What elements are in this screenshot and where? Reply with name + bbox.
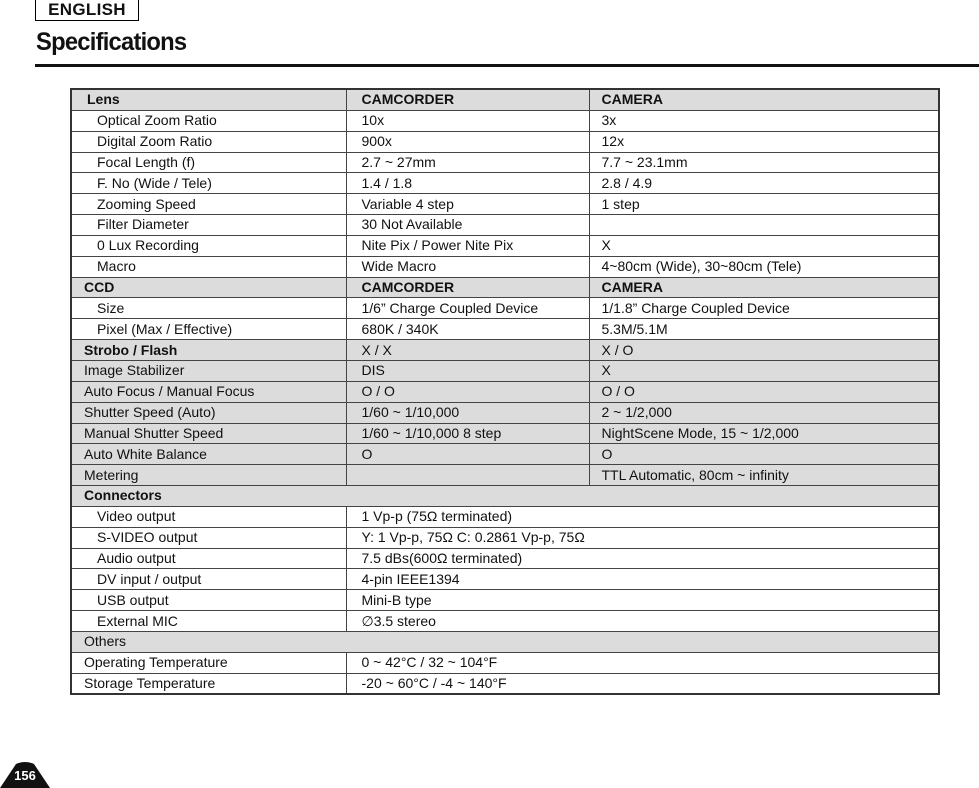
specifications-table xyxy=(70,88,940,695)
table-cell: Auto White Balance xyxy=(71,444,346,465)
table-row xyxy=(71,319,939,340)
table-row xyxy=(71,652,939,673)
table-cell: O / O xyxy=(589,381,939,402)
table-cell: Audio output xyxy=(71,548,346,569)
table-cell: O xyxy=(589,444,939,465)
section-row xyxy=(71,340,939,361)
section-row xyxy=(71,631,939,652)
table-row xyxy=(71,611,939,632)
table-cell: O / O xyxy=(346,381,589,402)
table-cell: 7.5 dBs(600Ω terminated) xyxy=(346,548,939,569)
table-cell: 3x xyxy=(589,110,939,131)
table-cell: CAMERA xyxy=(589,89,939,110)
table-cell: DIS xyxy=(346,360,589,381)
specifications-table-body xyxy=(71,89,939,694)
table-cell: 7.7 ~ 23.1mm xyxy=(589,152,939,173)
table-cell: 5.3M/5.1M xyxy=(589,319,939,340)
table-cell: NightScene Mode, 15 ~ 1/2,000 xyxy=(589,423,939,444)
table-cell: X xyxy=(589,235,939,256)
table-cell: X / O xyxy=(589,340,939,361)
table-cell: Digital Zoom Ratio xyxy=(71,131,346,152)
table-row xyxy=(71,673,939,694)
table-cell: 2 ~ 1/2,000 xyxy=(589,402,939,423)
table-cell: S-VIDEO output xyxy=(71,527,346,548)
table-row xyxy=(71,527,939,548)
table-row xyxy=(71,131,939,152)
table-cell: ∅3.5 stereo xyxy=(346,611,939,632)
table-cell: External MIC xyxy=(71,611,346,632)
table-cell: CAMCORDER xyxy=(346,277,589,298)
table-cell: 900x xyxy=(346,131,589,152)
table-cell: 1.4 / 1.8 xyxy=(346,173,589,194)
table-cell: Y: 1 Vp-p, 75Ω C: 0.2861 Vp-p, 75Ω xyxy=(346,527,939,548)
table-cell: Macro xyxy=(71,256,346,277)
section-row xyxy=(71,444,939,465)
table-cell: 30 Not Available xyxy=(346,215,589,236)
table-cell: X / X xyxy=(346,340,589,361)
table-cell: Auto Focus / Manual Focus xyxy=(71,381,346,402)
table-cell: X xyxy=(589,360,939,381)
table-cell: 0 Lux Recording xyxy=(71,235,346,256)
title-rule xyxy=(35,64,979,67)
section-row xyxy=(71,423,939,444)
table-row xyxy=(71,256,939,277)
section-row xyxy=(71,277,939,298)
table-cell: 2.7 ~ 27mm xyxy=(346,152,589,173)
table-cell: USB output xyxy=(71,590,346,611)
table-cell: -20 ~ 60°C / -4 ~ 140°F xyxy=(346,673,939,694)
table-cell: 12x xyxy=(589,131,939,152)
table-cell: 680K / 340K xyxy=(346,319,589,340)
section-row xyxy=(71,89,939,110)
table-row xyxy=(71,506,939,527)
table-cell: 1/60 ~ 1/10,000 8 step xyxy=(346,423,589,444)
table-cell: 1/1.8” Charge Coupled Device xyxy=(589,298,939,319)
table-cell: Operating Temperature xyxy=(71,652,346,673)
table-cell: CAMERA xyxy=(589,277,939,298)
table-cell: Focal Length (f) xyxy=(71,152,346,173)
table-row xyxy=(71,173,939,194)
table-cell: Filter Diameter xyxy=(71,215,346,236)
language-badge: ENGLISH xyxy=(35,0,139,21)
table-cell: Mini-B type xyxy=(346,590,939,611)
table-cell: TTL Automatic, 80cm ~ infinity xyxy=(589,465,939,486)
table-cell: Optical Zoom Ratio xyxy=(71,110,346,131)
table-cell: Wide Macro xyxy=(346,256,589,277)
table-cell: Zooming Speed xyxy=(71,194,346,215)
page-title: Specifications xyxy=(36,28,187,56)
table-cell: Storage Temperature xyxy=(71,673,346,694)
table-cell: Lens xyxy=(71,89,346,110)
table-cell: Others xyxy=(71,631,939,652)
page-number-badge xyxy=(0,760,50,788)
section-row xyxy=(71,486,939,507)
table-cell: Metering xyxy=(71,465,346,486)
section-row xyxy=(71,402,939,423)
table-row xyxy=(71,298,939,319)
table-cell: Strobo / Flash xyxy=(71,340,346,361)
table-cell xyxy=(346,465,589,486)
table-row xyxy=(71,152,939,173)
table-cell: Pixel (Max / Effective) xyxy=(71,319,346,340)
table-cell: Image Stabilizer xyxy=(71,360,346,381)
table-cell: 4-pin IEEE1394 xyxy=(346,569,939,590)
table-cell: Shutter Speed (Auto) xyxy=(71,402,346,423)
section-row xyxy=(71,360,939,381)
table-row xyxy=(71,590,939,611)
page-number: 156 xyxy=(14,768,36,783)
table-row xyxy=(71,569,939,590)
section-row xyxy=(71,465,939,486)
table-row xyxy=(71,548,939,569)
table-cell: Variable 4 step xyxy=(346,194,589,215)
table-cell: 1/60 ~ 1/10,000 xyxy=(346,402,589,423)
table-row xyxy=(71,235,939,256)
table-cell: 1 Vp-p (75Ω terminated) xyxy=(346,506,939,527)
table-cell: 10x xyxy=(346,110,589,131)
table-row xyxy=(71,215,939,236)
table-row xyxy=(71,194,939,215)
table-cell: Nite Pix / Power Nite Pix xyxy=(346,235,589,256)
table-cell: 2.8 / 4.9 xyxy=(589,173,939,194)
table-cell: Size xyxy=(71,298,346,319)
table-cell: 1/6” Charge Coupled Device xyxy=(346,298,589,319)
table-cell xyxy=(589,215,939,236)
table-cell: 1 step xyxy=(589,194,939,215)
table-cell: CCD xyxy=(71,277,346,298)
table-cell: CAMCORDER xyxy=(346,89,589,110)
table-row xyxy=(71,110,939,131)
table-cell: Connectors xyxy=(71,486,939,507)
table-cell: DV input / output xyxy=(71,569,346,590)
table-cell: 4~80cm (Wide), 30~80cm (Tele) xyxy=(589,256,939,277)
section-row xyxy=(71,381,939,402)
table-cell: 0 ~ 42°C / 32 ~ 104°F xyxy=(346,652,939,673)
table-cell: O xyxy=(346,444,589,465)
table-cell: F. No (Wide / Tele) xyxy=(71,173,346,194)
table-cell: Video output xyxy=(71,506,346,527)
table-cell: Manual Shutter Speed xyxy=(71,423,346,444)
